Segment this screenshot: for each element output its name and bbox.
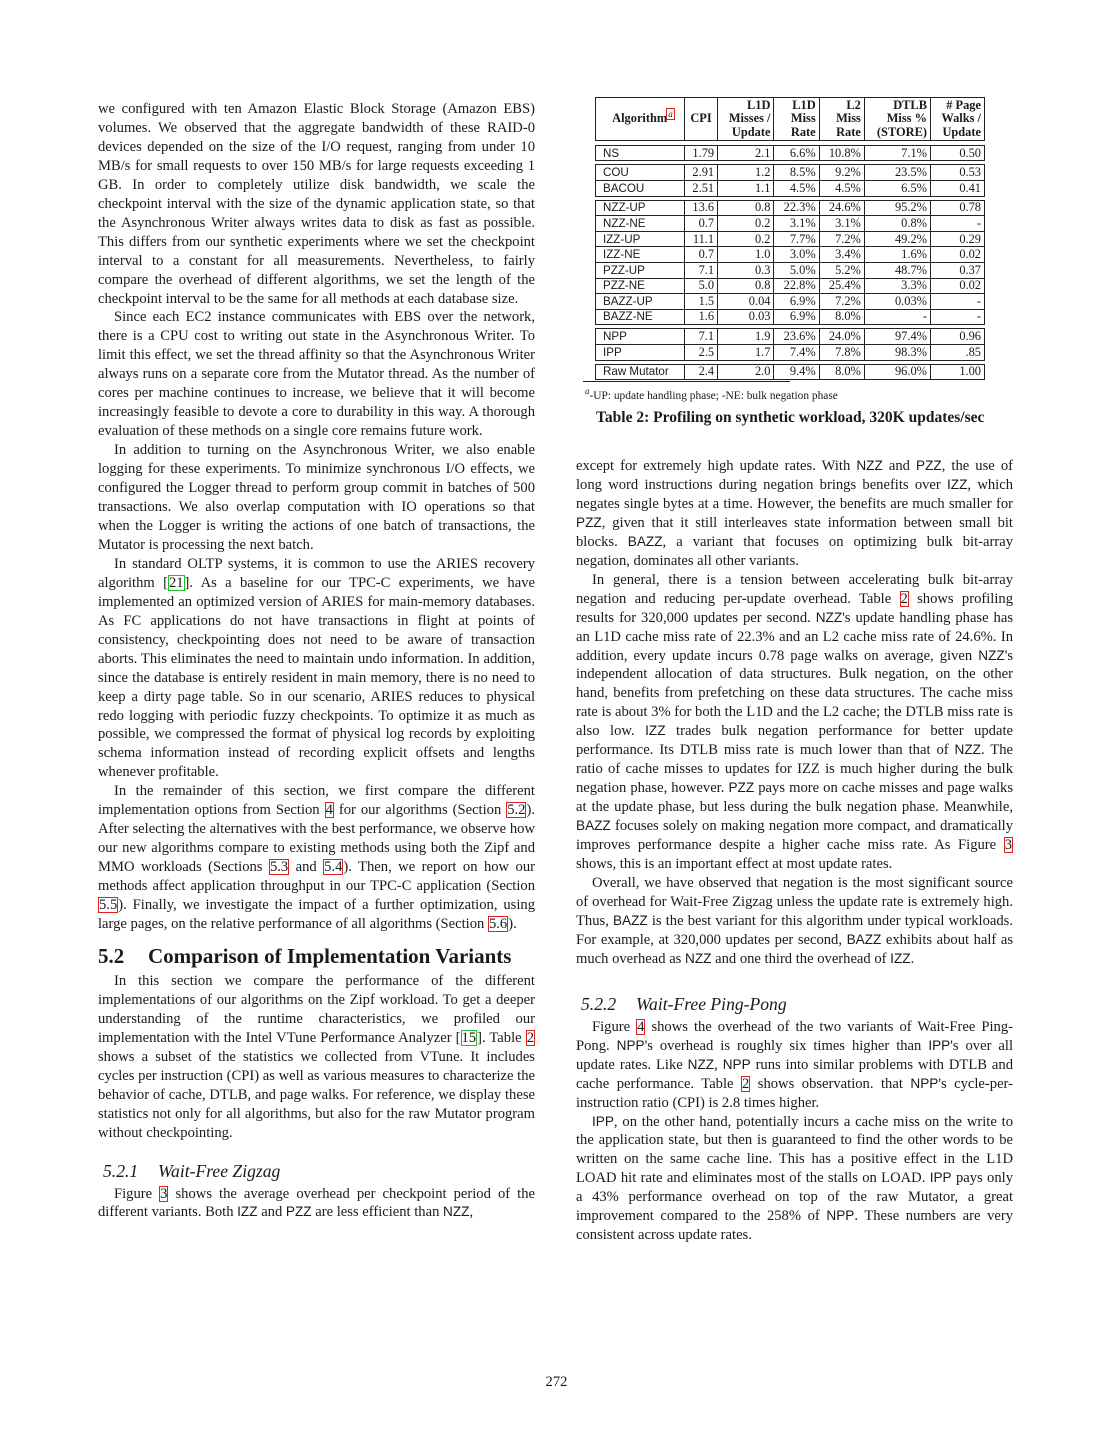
section-title: Comparison of Implementation Variants <box>148 943 512 968</box>
value-cell: 7.2% <box>819 294 864 310</box>
algorithm-cell: BACOU <box>596 181 685 197</box>
value-cell: 0.78 <box>930 200 984 216</box>
value-cell: 5.2% <box>819 263 864 279</box>
text: shows the overhead of the two variants of Wait-Free Ping-Pong. <box>576 1018 1013 1054</box>
value-cell: 0.7 <box>684 216 717 232</box>
value-cell: 96.0% <box>864 364 930 380</box>
value-cell: 1.00 <box>930 364 984 380</box>
value-cell: 13.6 <box>684 200 717 216</box>
algorithm-cell: NPP <box>596 329 685 345</box>
citation-link-21[interactable]: 21 <box>168 574 184 591</box>
text: 's update handling phase has an L1D cache miss rate of 22.3% and an L2 cache miss rate of 24.6%. In addition, every update incurs 0.78 page walks on average, given <box>576 609 1013 664</box>
value-cell: 8.0% <box>819 309 864 325</box>
text: . These numbers are very consistent across update rates. <box>576 1208 1014 1244</box>
value-cell: 3.1% <box>819 216 864 232</box>
text: focuses solely on making negation more compact, and dramatically improves performance despite a higher cache miss rate. As Figure <box>576 818 1013 854</box>
value-cell: 1.2 <box>718 165 774 181</box>
text: pays only a 43% performance overhead on top of the raw Mutator, a great improvement compared to the 258% of <box>576 1170 1013 1225</box>
text: , <box>714 1056 723 1073</box>
value-cell: 8.5% <box>774 165 819 181</box>
subsection-number: 5.2.2 <box>581 993 617 1014</box>
text: In general, there is a tension between accelerating bulk bit-array negation and reducing per-update overhead. Table <box>576 571 1013 607</box>
table-row <box>596 278 985 294</box>
paragraph-section-intro <box>98 972 535 1143</box>
value-cell: 0.8% <box>864 216 930 232</box>
citation-link-15[interactable]: 15 <box>461 1029 477 1046</box>
algo-name: NZZ <box>978 647 1005 663</box>
column-header-line: Update <box>942 124 981 139</box>
section-link-5-2[interactable]: 5.2 <box>507 802 526 819</box>
text: for our algorithms (Section <box>333 802 507 819</box>
table-row <box>596 294 985 310</box>
column-header-line: DTLB <box>893 98 927 112</box>
text: exhibits about half as much overhead as <box>576 931 1013 967</box>
section-heading <box>98 943 535 969</box>
text: except for extremely high update rates. With <box>576 458 857 474</box>
text: is the best variant for this algorithm under typical workloads. For example, at 320,000 updates per second, <box>576 912 1013 948</box>
value-cell: 24.0% <box>819 329 864 345</box>
subsection-number: 5.2.1 <box>103 1160 139 1181</box>
table-link-2[interactable]: 2 <box>526 1029 534 1046</box>
text: . The ratio of cache misses to updates for IZZ is much higher during the bulk negation phase, however. <box>576 742 1013 797</box>
section-link-5-6[interactable]: 5.6 <box>488 915 508 932</box>
text: , given that it still interleaves state information between small bit blocks. <box>576 514 1013 550</box>
column-header-line: CPI <box>690 111 712 126</box>
value-cell: 7.1% <box>864 145 930 161</box>
value-cell: 6.9% <box>774 294 819 310</box>
text: are less efficient than <box>311 1204 444 1221</box>
algo-name: PZZ <box>285 1204 312 1220</box>
table-row <box>596 309 985 325</box>
value-cell: 1.1 <box>718 181 774 197</box>
value-cell: 22.3% <box>774 200 819 216</box>
text: In this section we compare the performance of the different implementations of our algorithms on the Zipf workload. To get a deeper understanding of the runtime characteristics, we profiled our implementation with the Intel VTune Performance Analyzer [ <box>98 972 535 1046</box>
value-cell: 5.0% <box>774 263 819 279</box>
algo-name: PZZ <box>576 514 602 530</box>
value-cell: 5.0 <box>684 278 717 294</box>
paragraph-zigzag <box>98 1185 535 1223</box>
value-cell: 0.50 <box>930 145 984 161</box>
algo-name: IZZ <box>947 476 968 492</box>
algo-name: IZZ <box>237 1204 258 1220</box>
paragraph-aries <box>98 555 535 782</box>
figure-link-4[interactable]: 4 <box>637 1018 645 1035</box>
paragraph-ec2: Since each EC2 instance communicates with EBS over the network, there is a CPU cost to writing out state in the Asynchronous Writer. To limit this effect, we set the thread affinity so that the Asynchronous Writer always runs on a separate core from the Mutator thread. As the number of cores per machine continues to increase, we believe that it will become increasingly feasible to devote a core to durability in this way. A thorough evaluation of these methods on a single core remains future work. <box>98 309 535 440</box>
column-header-line: L1D <box>792 98 816 112</box>
paragraph-logging: In addition to turning on the Asynchronous Writer, we also enable logging for these experiments. To minimize synchronous I/O effects, we configured the Logger thread to perform group commit in batches of 500 transactions. We also overlap computation with IO operations so that when the Logger is writing the actions of one batch of transactions, the Mutator is processing the next batch. <box>98 442 535 553</box>
text: and <box>257 1204 286 1221</box>
value-cell: 0.2 <box>718 216 774 232</box>
algo-name: BAZZ <box>612 912 648 928</box>
column-header <box>930 98 984 141</box>
column-header <box>819 98 864 141</box>
paragraph-overall <box>576 874 1013 969</box>
text: ]. Table <box>477 1029 526 1046</box>
algo-name: NZZ <box>856 458 883 473</box>
footnote-link[interactable]: a <box>668 109 673 120</box>
value-cell: 23.5% <box>864 165 930 181</box>
value-cell: 7.1 <box>684 263 717 279</box>
value-cell: 9.4% <box>774 364 819 380</box>
column-header-line: L2 <box>846 98 861 112</box>
column-header-line: Rate <box>790 124 816 139</box>
algorithm-cell: NZZ-UP <box>596 200 685 216</box>
text: . <box>910 950 915 967</box>
value-cell: 10.8% <box>819 145 864 161</box>
value-cell: 1.7 <box>718 345 774 361</box>
text: , the use of long word instructions during negation brings benefits over <box>576 458 1013 493</box>
value-cell: 7.2% <box>819 231 864 247</box>
value-cell: 2.5 <box>684 345 717 361</box>
table-row <box>596 364 985 380</box>
text: In the remainder of this section, we first compare the different implementation options from Section <box>98 783 535 819</box>
algo-name: PZZ <box>916 458 942 473</box>
column-header-line: Algorithm <box>612 111 668 126</box>
column-header <box>774 98 819 141</box>
subsection-heading-pingpong <box>581 993 1013 1015</box>
value-cell: 0.8 <box>718 278 774 294</box>
figure-link-3[interactable]: 3 <box>160 1185 168 1202</box>
page-number: 272 <box>545 1374 568 1390</box>
section-link-5-5[interactable]: 5.5 <box>99 897 118 914</box>
section-link-5-4[interactable]: 5.4 <box>324 859 343 876</box>
algo-name: IZZ <box>645 723 666 739</box>
value-cell: 3.4% <box>819 247 864 263</box>
algorithm-cell: BAZZ-NE <box>596 309 685 325</box>
paragraph-ipp <box>576 1113 1013 1246</box>
value-cell: 0.2 <box>718 231 774 247</box>
text: Overall, we have observed that negation is the most significant source of overhead for Wait-Free Zigzag unless the update rate is extremely high. Thus, <box>576 874 1013 929</box>
column-header-line: Miss <box>790 111 816 126</box>
text: shows observation. that <box>750 1075 911 1092</box>
value-cell: 0.29 <box>930 231 984 247</box>
paragraph-remainder <box>98 782 535 934</box>
algo-name: NZZ <box>443 1204 470 1220</box>
text: 's overhead is roughly six times higher than <box>644 1037 929 1054</box>
value-cell: 1.6 <box>684 309 717 325</box>
subsection-title: Wait-Free Ping-Pong <box>636 993 787 1014</box>
table-row <box>596 329 985 345</box>
value-cell: 7.8% <box>819 345 864 361</box>
text: In standard OLTP systems, it is common to use the ARIES recovery algorithm [ <box>98 555 535 591</box>
table-row <box>596 345 985 361</box>
subsection-heading-zigzag <box>103 1160 535 1182</box>
value-cell: - <box>864 309 930 325</box>
value-cell: 0.96 <box>930 329 984 345</box>
table-row <box>596 145 985 161</box>
text: and one third the overhead of <box>711 950 891 967</box>
value-cell: 0.53 <box>930 165 984 181</box>
value-cell: 22.8% <box>774 278 819 294</box>
algo-name: NPP <box>826 1208 855 1224</box>
text: 's cycle-per-instruction ratio (CPI) is 2.8 times higher. <box>576 1075 1013 1111</box>
section-link-4[interactable]: 4 <box>325 802 333 819</box>
text: pays more on cache misses and page walks at the update phase, but less during the bulk negation phase. Meanwhile, <box>576 780 1013 816</box>
table-link-2[interactable]: 2 <box>900 590 908 607</box>
column-header-line: Miss <box>836 111 861 126</box>
paragraph-tension <box>576 571 1013 874</box>
algorithm-cell: IZZ-UP <box>596 231 685 247</box>
algorithm-cell: NS <box>596 145 685 161</box>
value-cell: 6.5% <box>864 181 930 197</box>
value-cell: 0.37 <box>930 263 984 279</box>
value-cell: 1.5 <box>684 294 717 310</box>
value-cell: 4.5% <box>774 181 819 197</box>
algo-name: NPP <box>910 1075 939 1091</box>
column-header <box>684 98 717 141</box>
algo-name: NZZ <box>954 742 981 758</box>
algorithm-cell: PZZ-NE <box>596 278 685 294</box>
algorithm-cell: BAZZ-UP <box>596 294 685 310</box>
text: Figure <box>114 1185 160 1202</box>
text: , which negates single bytes at a time. However, the benefits are much smaller for <box>576 476 1013 512</box>
value-cell: 24.6% <box>819 200 864 216</box>
value-cell: 2.91 <box>684 165 717 181</box>
column-header-line: Walks / <box>941 111 981 126</box>
footnote-text: -UP: update handling phase; -NE: bulk negation phase <box>589 389 838 402</box>
value-cell: 97.4% <box>864 329 930 345</box>
algo-name: BAZZ <box>576 818 611 834</box>
value-cell: 3.1% <box>774 216 819 232</box>
value-cell: 0.02 <box>930 247 984 263</box>
value-cell: 6.9% <box>774 309 819 325</box>
value-cell: 3.3% <box>864 278 930 294</box>
table-row <box>596 200 985 216</box>
value-cell: 11.1 <box>684 231 717 247</box>
algorithm-cell: PZZ-UP <box>596 263 685 279</box>
value-cell: 1.9 <box>718 329 774 345</box>
algo-name: NZZ <box>815 609 843 625</box>
table-header-row <box>596 98 985 141</box>
value-cell: 25.4% <box>819 278 864 294</box>
text: ). <box>508 915 517 932</box>
algo-name: BAZZ <box>846 931 882 947</box>
value-cell: 7.7% <box>774 231 819 247</box>
text: ]. As a baseline for our TPC-C experiments, we have implemented an optimized version of ARIES for main-memory databases. As FC applications do not have transactions in flight at points of consistency, checkpointing does not need to be aware of transaction aborts. This eliminates the need to maintain undo information. In addition, since the database is entirely resident in main memory, there is no need to keep a dirty page table. So in our scenario, ARIES reduces to physical redo logging with periodic fuzzy checkpoints. To optimize it as much as possible, we compressed the format of physical log records by exploiting schema information instead of recording explicit offsets and lengths whenever profitable. <box>98 574 535 781</box>
left-column <box>98 100 535 1222</box>
column-header <box>596 98 685 141</box>
section-link-5-3[interactable]: 5.3 <box>269 859 289 876</box>
text: and <box>882 458 916 474</box>
value-cell: 0.03% <box>864 294 930 310</box>
paragraph-ebs: we configured with ten Amazon Elastic Block Storage (Amazon EBS) volumes. We observed that the aggregate bandwidth of these RAID-0 devices depended on the size of the I/O request, ranging from under 10 MB/s for small requests to over 150 MB/s for large requests exceeding 1 GB. In order to completely utilize disk bandwidth, we scale the checkpoint interval with the size of the dynamic application state, so that the Asynchronous Writer always writes data to disk as fast as possible. This differs from our synthetic experiments where we set the checkpoint interval to a constant for all measurements. Nevertheless, to fairly compare the overhead of different algorithms, we set the length of the checkpoint interval to be the same for all methods at each database size. <box>98 101 535 307</box>
text: shows the average overhead per checkpoint period of the different variants. Both <box>98 1185 535 1221</box>
column-header <box>864 98 930 141</box>
value-cell: 0.41 <box>930 181 984 197</box>
table-caption: Table 2: Profiling on synthetic workload, 320K updates/sec <box>596 409 985 426</box>
algorithm-cell: Raw Mutator <box>596 364 685 380</box>
table-row <box>596 231 985 247</box>
algorithm-cell: IZZ-NE <box>596 247 685 263</box>
algo-name: IPP <box>928 1037 951 1053</box>
table-row <box>596 216 985 232</box>
text: ). Then, we report on how our methods affect application throughput in our TPC-C application (Section <box>98 859 535 895</box>
value-cell: 8.0% <box>819 364 864 380</box>
text: shows, this is an important effect at most update rates. <box>576 856 893 873</box>
footnote-marker: a <box>585 386 590 396</box>
value-cell: 48.7% <box>864 263 930 279</box>
table-row <box>596 263 985 279</box>
algorithm-cell: IPP <box>596 345 685 361</box>
figure-link-3[interactable]: 3 <box>1004 837 1012 854</box>
text: ). After selecting the alternatives with the best performance, we observe how our new algorithms compare to existing methods using both the Zipf and MMO workloads (Sections <box>98 802 535 876</box>
column-header-line: Misses / <box>728 111 771 126</box>
value-cell: .85 <box>930 345 984 361</box>
text: , on the other hand, potentially incurs a cache miss on the write to the application state, but then is guaranteed to find the other words to be written on the same cache line. This has a positive effect in the L1D LOAD hit rate and eliminates most of the stalls on LOAD. <box>576 1113 1013 1187</box>
algo-name: IPP <box>929 1170 952 1186</box>
value-cell: 0.03 <box>718 309 774 325</box>
value-cell: 2.51 <box>684 181 717 197</box>
table-row <box>596 181 985 197</box>
value-cell: 0.04 <box>718 294 774 310</box>
footnote-rule <box>583 381 790 382</box>
text: , a variant that focuses on optimizing bulk bit-array negation, dominates all other variants. <box>576 533 1013 569</box>
algo-name: NZZ <box>687 1056 715 1072</box>
algorithm-cell: COU <box>596 165 685 181</box>
value-cell: - <box>930 294 984 310</box>
table-footnote <box>585 384 838 403</box>
algo-name: NPP <box>616 1037 645 1053</box>
value-cell: 23.6% <box>774 329 819 345</box>
text: shows profiling results for 320,000 updates per second. <box>576 590 1014 626</box>
value-cell: 0.02 <box>930 278 984 294</box>
column-header-line: Rate <box>836 124 861 139</box>
algo-name: NPP <box>722 1056 751 1072</box>
paragraph-pingpong <box>576 1018 1013 1113</box>
column-header-line: L1D <box>747 98 771 112</box>
algo-name: IZZ <box>890 950 911 966</box>
text: trades bulk negation performance for better update performance. Its DTLB miss rate is much lower than that of <box>576 723 1013 759</box>
column-header-line: (STORE) <box>876 124 927 139</box>
value-cell: 7.1 <box>684 329 717 345</box>
value-cell: 98.3% <box>864 345 930 361</box>
subsection-title: Wait-Free Zigzag <box>158 1160 281 1181</box>
text: 's over all update rates. Like <box>576 1037 1013 1073</box>
value-cell: 7.4% <box>774 345 819 361</box>
column-header-line: Miss % <box>886 111 927 126</box>
algorithm-cell: NZZ-NE <box>596 216 685 232</box>
value-cell: 2.4 <box>684 364 717 380</box>
text: , <box>469 1204 474 1221</box>
value-cell: 6.6% <box>774 145 819 161</box>
value-cell: - <box>930 216 984 232</box>
column-header-line: Update <box>731 124 771 139</box>
value-cell: - <box>930 309 984 325</box>
value-cell: 4.5% <box>819 181 864 197</box>
section-number: 5.2 <box>98 943 125 968</box>
profiling-table-container <box>595 97 987 380</box>
text: and <box>289 859 324 876</box>
value-cell: 1.79 <box>684 145 717 161</box>
text: ). Finally, we investigate the impact of a further optimization, using large pages, on the relative performance of all algorithms (Section <box>98 897 535 932</box>
algo-name: IPP <box>592 1113 614 1129</box>
text: Figure <box>592 1018 637 1035</box>
text: shows a subset of the statistics we collected from VTune. It includes cycles per instruction (CPI) as well as various measures to characterize the behavior of cache, DTLB, and page walks. For reference, we display these statistics not only for all algorithms, but also for the raw Mutator program without checkpointing. <box>98 1048 535 1141</box>
algo-name: NZZ <box>685 950 712 966</box>
text: runs into similar problems with DTLB and cache performance. Table <box>576 1056 1013 1092</box>
profiling-table <box>595 97 985 380</box>
value-cell: 0.3 <box>718 263 774 279</box>
value-cell: 2.1 <box>718 145 774 161</box>
value-cell: 0.8 <box>718 200 774 216</box>
table-row <box>596 165 985 181</box>
algo-name: PZZ <box>728 780 755 796</box>
value-cell: 9.2% <box>819 165 864 181</box>
value-cell: 49.2% <box>864 231 930 247</box>
column-header-line: # Page <box>946 98 981 112</box>
value-cell: 0.7 <box>684 247 717 263</box>
column-header <box>718 98 774 141</box>
table-link-2[interactable]: 2 <box>742 1075 750 1092</box>
right-column <box>576 457 1013 1245</box>
value-cell: 2.0 <box>718 364 774 380</box>
paragraph-variants <box>576 457 1013 571</box>
table-row <box>596 247 985 263</box>
value-cell: 95.2% <box>864 200 930 216</box>
value-cell: 3.0% <box>774 247 819 263</box>
value-cell: 1.6% <box>864 247 930 263</box>
text: 's independent allocation of data structures. Bulk negation, on the other hand, benefits from prefetching on these data structures. The cache miss rate is about 3% for both the L1D and the L2 cache; the DTLB miss rate is also low. <box>576 647 1013 740</box>
algo-name: BAZZ <box>627 533 663 549</box>
value-cell: 1.0 <box>718 247 774 263</box>
